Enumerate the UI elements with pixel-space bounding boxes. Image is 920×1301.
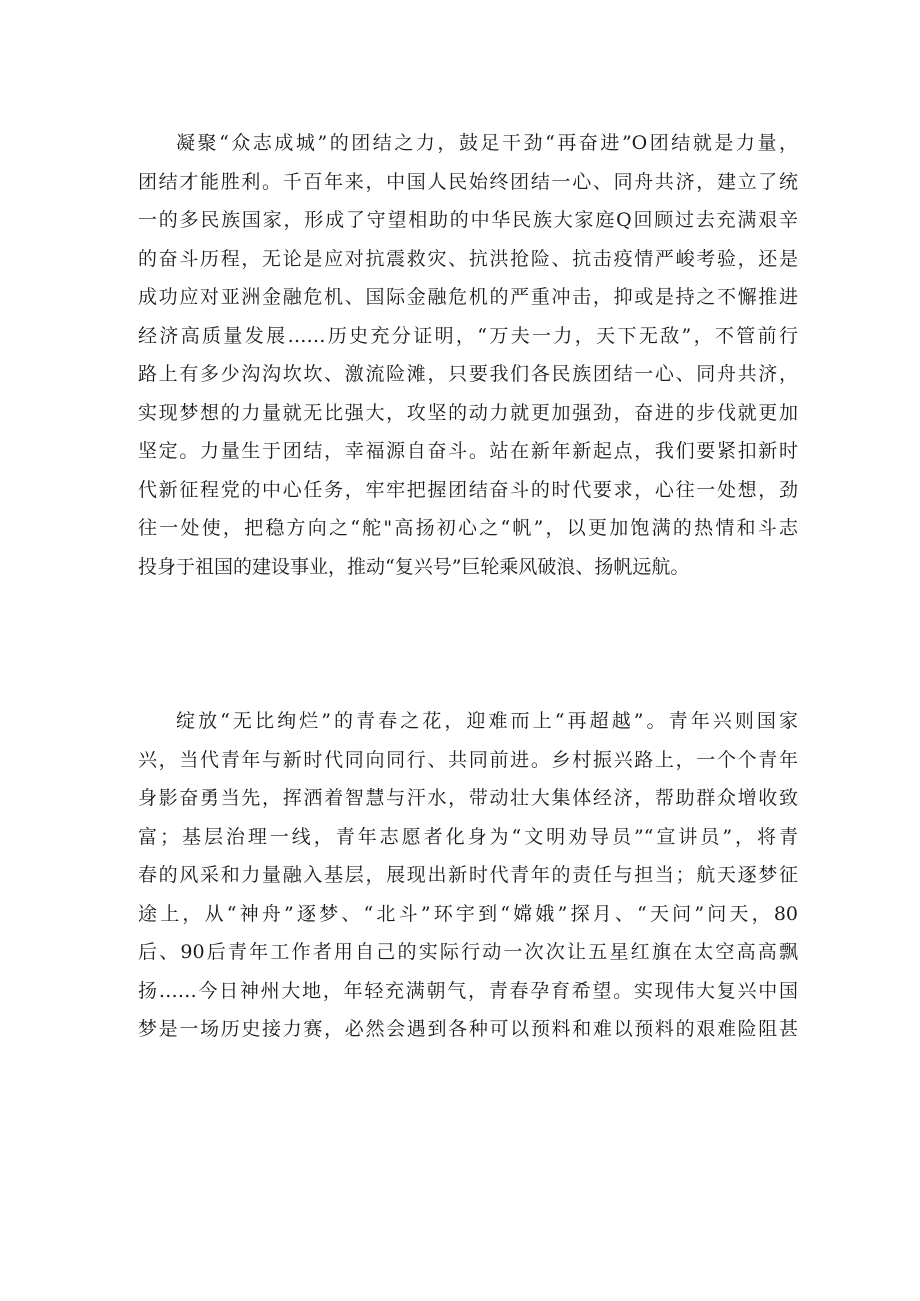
paragraph-line: 团结才能胜利。千百年来，中国人民始终团结一心、同舟共济，建立了统 [138, 170, 798, 193]
paragraph-line: 扬……今日神州大地，年轻充满朝气，青春孕育希望。实现伟大复兴中国 [138, 979, 798, 1002]
paragraph-line: 经济高质量发展……历史充分证明，“万夫一力，天下无敌”，不管前行 [138, 324, 798, 347]
paragraph-line: 凝聚“众志成城”的团结之力，鼓足干劲“再奋进”O团结就是力量， [176, 132, 798, 154]
paragraph-line: 兴，当代青年与新时代同向同行、共同前进。乡村振兴路上，一个个青年 [138, 748, 798, 771]
paragraph-line: 坚定。力量生于团结，幸福源自奋斗。站在新年新起点，我们要紧扣新时 [138, 440, 798, 462]
paragraph-line: 路上有多少沟沟坎坎、激流险滩，只要我们各民族团结一心、同舟共济， [138, 363, 798, 385]
paragraph-line: 春的风采和力量融入基层，展现出新时代青年的责任与担当；航天逐梦征 [138, 864, 798, 886]
paragraph-line: 身影奋勇当先，挥洒着智慧与汗水，带动壮大集体经济，帮助群众增收致 [138, 787, 798, 809]
paragraph-line: 一的多民族国家，形成了守望相助的中华民族大家庭Q回顾过去充满艰辛 [138, 209, 798, 231]
paragraph-line: 梦是一场历史接力赛，必然会遇到各种可以预料和难以预料的艰难险阻甚 [138, 1018, 798, 1040]
paragraph-line: 的奋斗历程，无论是应对抗震救灾、抗洪抢险、抗击疫情严峻考验，还是 [138, 247, 798, 270]
paragraph-line: 代新征程党的中心任务，牢牢把握团结奋斗的时代要求，心往一处想，劲 [138, 478, 798, 501]
paragraph-youth [138, 702, 798, 1049]
paragraph-line: 往一处使，把稳方向之“舵"高扬初心之“帆”，以更加饱满的热情和斗志 [138, 517, 798, 539]
paragraph-line: 途上，从“神舟”逐梦、“北斗”环宇到“嫦娥”探月、“天问”问天，80 [138, 902, 798, 925]
paragraph-line: 成功应对亚洲金融危机、国际金融危机的严重冲击，抑或是持之不懈推进 [138, 286, 798, 308]
paragraph-line: 实现梦想的力量就无比强大，攻坚的动力就更加强劲，奋进的步伐就更加 [138, 401, 798, 424]
paragraph-line: 投身于祖国的建设事业，推动“复兴号”巨轮乘风破浪、扬帆远航。 [138, 555, 690, 578]
paragraph-line: 富；基层治理一线，青年志愿者化身为“文明劝导员”“宣讲员”，将青 [138, 825, 798, 848]
paragraph-line: 后、90后青年工作者用自己的实际行动一次次让五星红旗在太空高高飘 [138, 941, 798, 963]
paragraph-line: 绽放“无比绚烂”的青春之花，迎难而上“再超越”。青年兴则国家 [176, 710, 798, 732]
paragraph-unity [138, 124, 798, 586]
